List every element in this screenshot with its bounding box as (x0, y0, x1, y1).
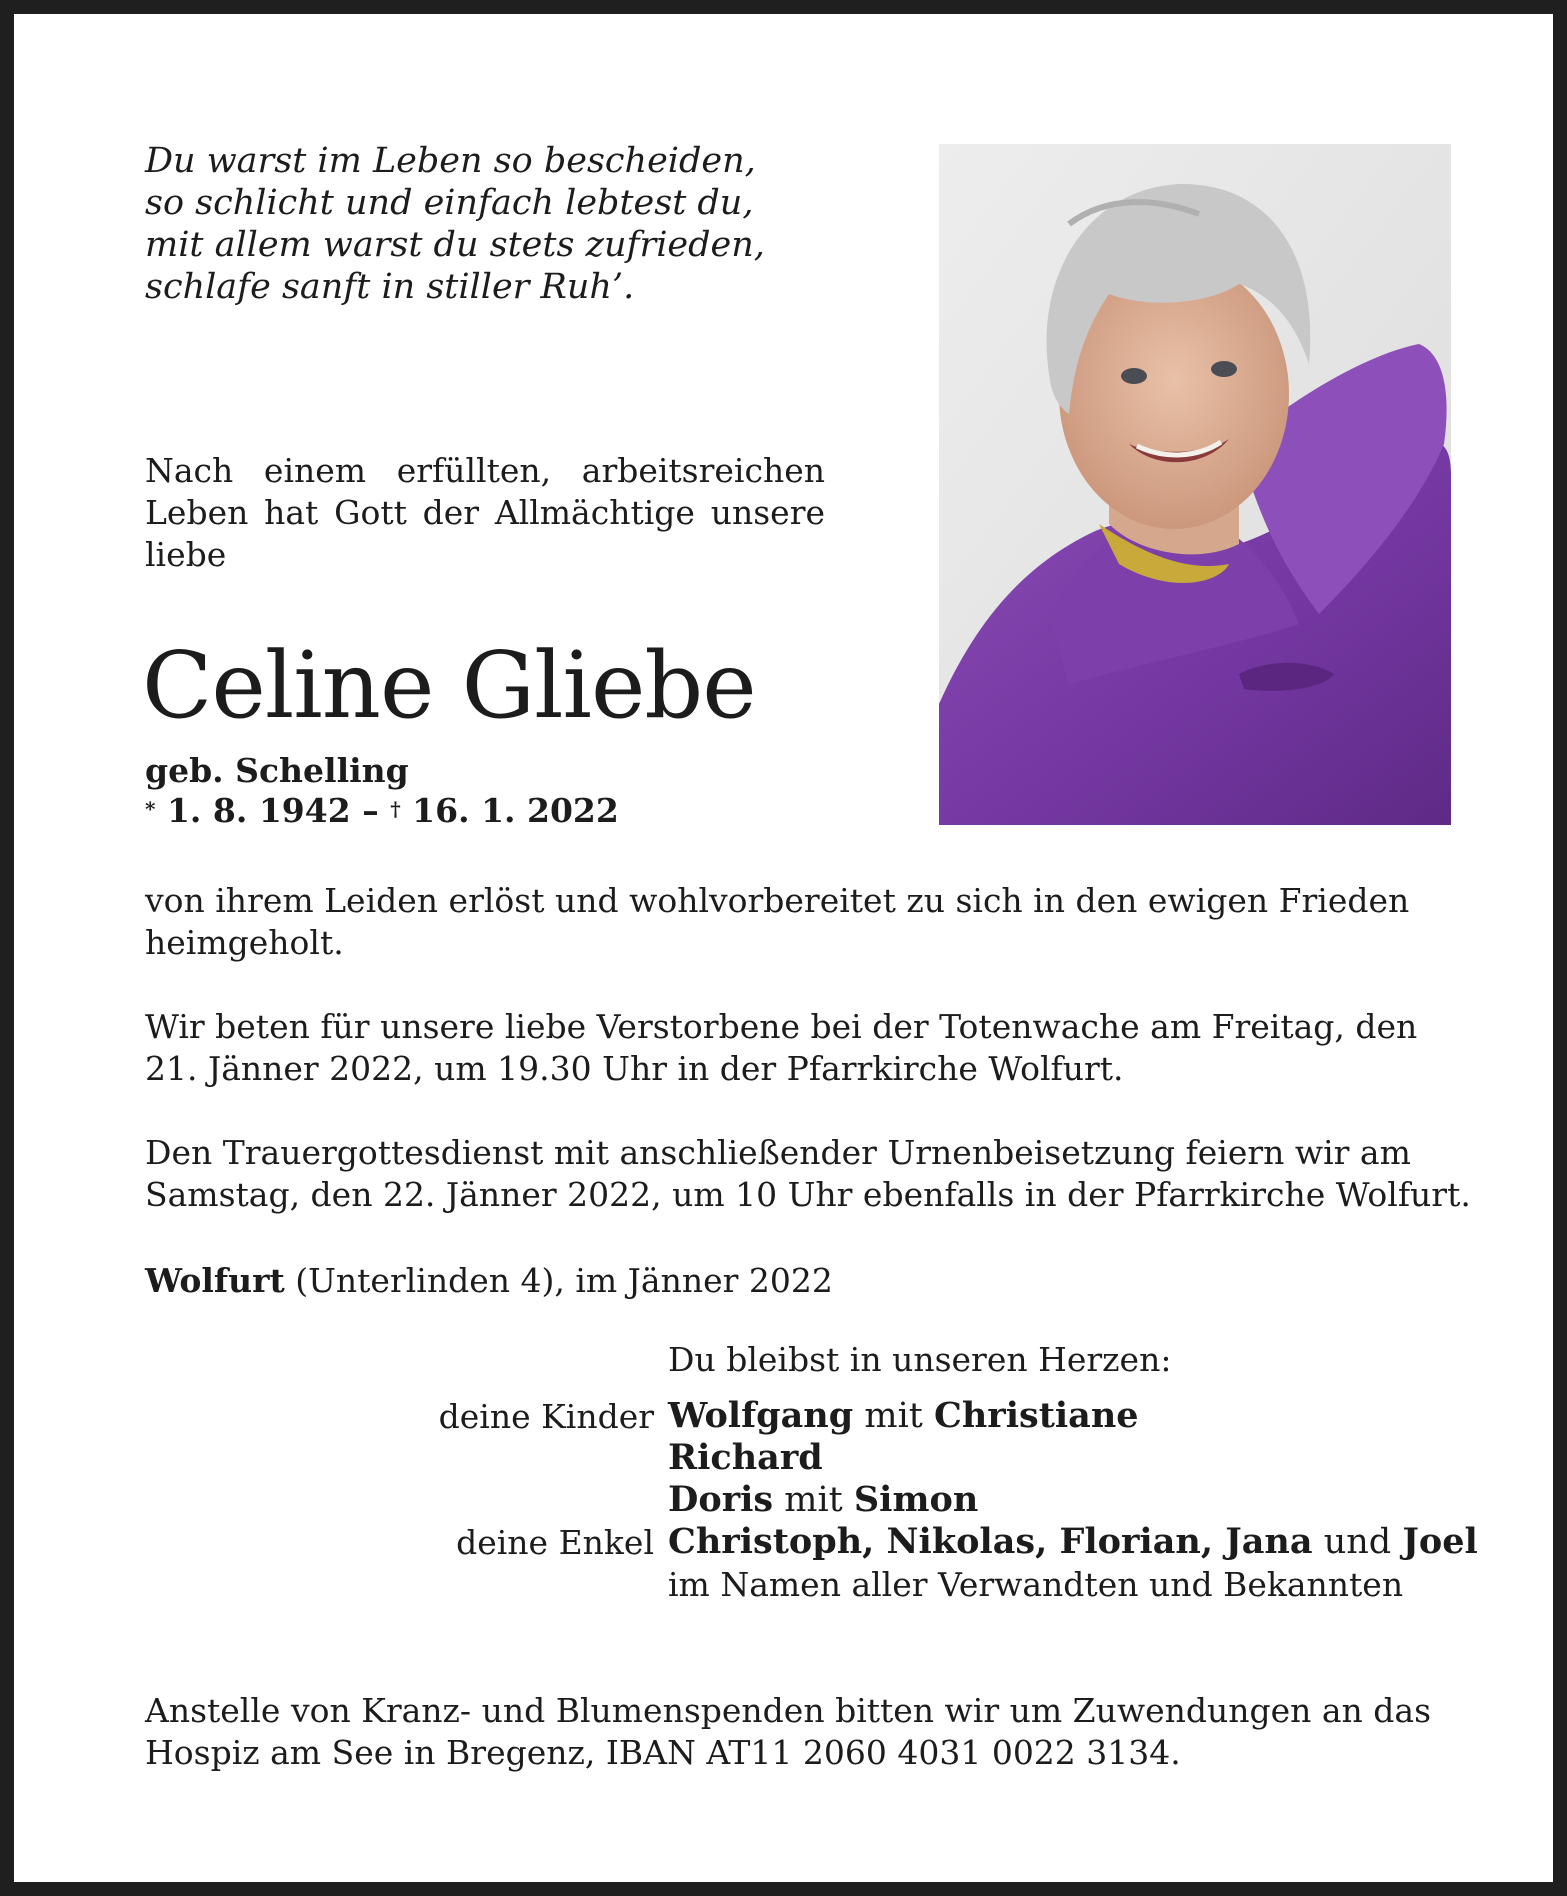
dash: – (362, 791, 379, 830)
children-label: deine Kinder (438, 1397, 654, 1436)
child-line (668, 1395, 1139, 1437)
poem-line: Du warst im Leben so bescheiden, (145, 141, 756, 181)
paragraph-line: von ihrem Leiden erlöst und wohlvorbereitet zu sich in den ewigen Frieden (145, 881, 1410, 920)
child-line (668, 1437, 823, 1479)
paragraph-line: 21. Jänner 2022, um 19.30 Uhr in der Pfarrkirche Wolfurt. (145, 1049, 1124, 1088)
paragraph-line: Samstag, den 22. Jänner 2022, um 10 Uhr ebenfalls in der Pfarrkirche Wolfurt. (145, 1175, 1471, 1214)
birth-date: 1. 8. 1942 (166, 791, 351, 830)
birth-info (145, 751, 619, 831)
child-name: Wolfgang (668, 1395, 854, 1436)
relatives-line: im Namen aller Verwandten und Bekannten (668, 1565, 1404, 1604)
paragraph-vigil (145, 1006, 1451, 1090)
paragraph-funeral (145, 1132, 1471, 1216)
intro-line: Leben hat Gott der Allmächtige unsere (145, 493, 825, 532)
birth-name: geb. Schelling (145, 751, 409, 790)
child-name: Richard (668, 1437, 823, 1478)
child-line (668, 1479, 978, 1521)
grandchildren-line (668, 1521, 1478, 1563)
birth-symbol: * (145, 797, 156, 821)
paragraph-line: heimgeholt. (145, 923, 344, 962)
poem-line: so schlicht und einfach lebtest du, (145, 183, 754, 223)
footer-line: Hospiz am See in Bregenz, IBAN AT11 2060 4031 0022 3134. (145, 1733, 1181, 1772)
intro-line: liebe (145, 535, 227, 574)
address-date: (Unterlinden 4), im Jänner 2022 (284, 1261, 833, 1300)
donation-note (145, 1690, 1431, 1774)
intro-text (145, 450, 825, 576)
connector: mit (864, 1396, 923, 1436)
life-dates (145, 791, 619, 831)
connector: mit (784, 1480, 843, 1520)
child-name: Doris (668, 1479, 774, 1520)
grandchild-name: Joel (1402, 1521, 1478, 1562)
grandchildren-label: deine Enkel (456, 1523, 654, 1562)
poem-line: schlafe sanft in stiller Ruh’. (145, 267, 635, 307)
signature-heading: Du bleibst in unseren Herzen: (668, 1340, 1172, 1379)
portrait-illustration (939, 144, 1451, 825)
paragraph-release (145, 880, 1451, 964)
partner-name: Christiane (933, 1395, 1139, 1436)
death-date: 16. 1. 2022 (412, 791, 619, 830)
poem (145, 140, 765, 308)
grandchildren-names: Christoph, Nikolas, Florian, Jana (668, 1521, 1313, 1562)
place-date (145, 1260, 833, 1302)
deceased-name: Celine Gliebe (142, 632, 756, 739)
footer-line: Anstelle von Kranz- und Blumenspenden bitten wir um Zuwendungen an das (145, 1691, 1432, 1730)
partner-name: Simon (853, 1479, 979, 1520)
paragraph-line: Den Trauergottesdienst mit anschließender Urnenbeisetzung feiern wir am (145, 1133, 1411, 1172)
intro-line: Nach einem erfüllten, arbeitsreichen (145, 451, 825, 490)
poem-line: mit allem warst du stets zufrieden, (145, 225, 765, 265)
connector: und (1323, 1522, 1392, 1562)
portrait-photo (939, 144, 1451, 825)
paragraph-line: Wir beten für unsere liebe Verstorbene bei der Totenwache am Freitag, den (145, 1007, 1418, 1046)
death-symbol: † (390, 797, 401, 821)
town: Wolfurt (145, 1261, 285, 1300)
